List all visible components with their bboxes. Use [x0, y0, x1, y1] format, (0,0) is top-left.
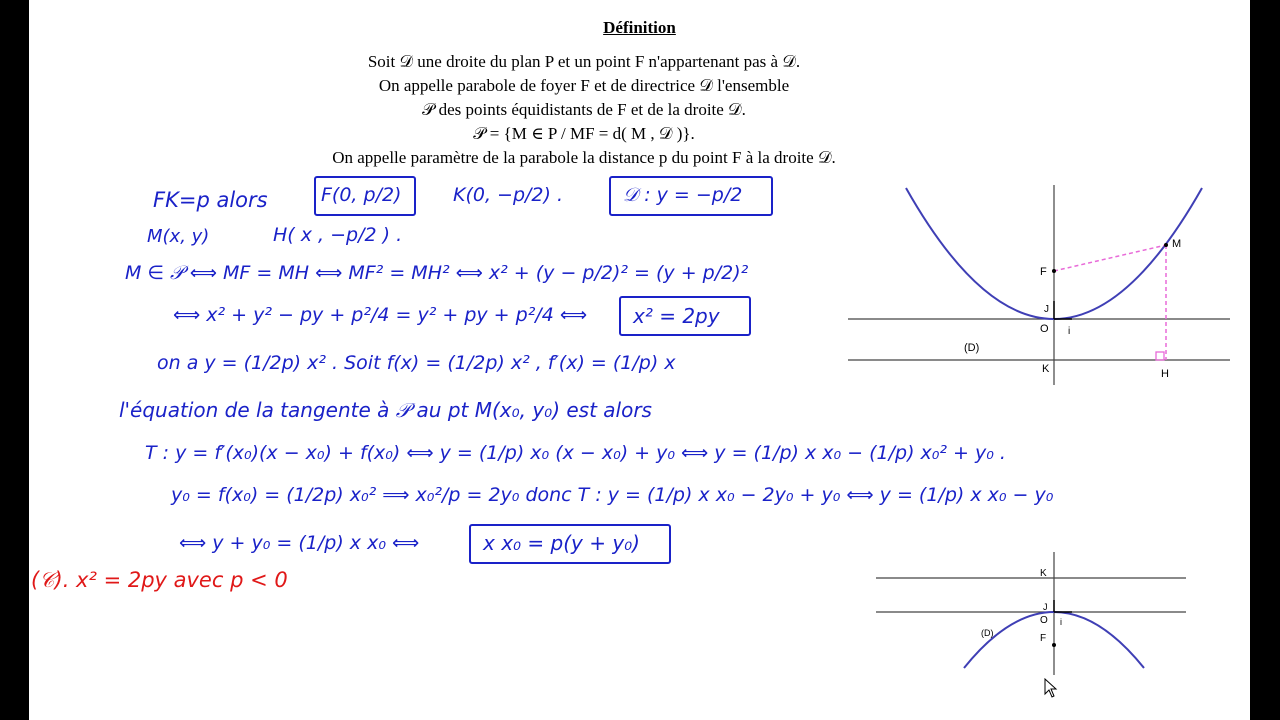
definition-line-5: On appelle paramètre de la parabole la distance p du point F à la droite 𝒟. [332, 148, 836, 167]
definition-line-2: On appelle parabole de foyer F et de directrice 𝒟 l'ensemble [378, 76, 790, 95]
page-title: Définition [603, 18, 676, 37]
definition-line-4: 𝒫 = {M ∈ P / MF = d( M , 𝒟 )}. [473, 124, 695, 143]
fig1-label-k: K [1042, 363, 1050, 375]
note-parabola-equation: x² = 2py [633, 304, 720, 328]
fig1-right-angle [1156, 352, 1164, 360]
note-tangent-simplify: y₀ = f(x₀) = (1/2p) x₀² ⟹ x₀²/p = 2y₀ donc T : y = (1/p) x x₀ − 2y₀ + y₀ ⟺ y = (1/p) x x₀ − y₀ [171, 484, 1054, 506]
fig1-label-d: (D) [964, 342, 980, 354]
fig1-label-i: i [1068, 326, 1071, 337]
note-equivalence: M ∈ 𝒫 ⟺ MF = MH ⟺ MF² = MH² ⟺ x² + (y − p/2)² = (y + p/2)² [125, 262, 749, 284]
note-m-point: M(x, y) [147, 226, 210, 247]
fig2-label-f: F [1040, 633, 1047, 644]
document-page [29, 0, 1250, 720]
fig1-point-f [1052, 269, 1056, 273]
fig1-label-h: H [1161, 368, 1169, 380]
note-fk-alors: FK=p alors [153, 188, 268, 212]
definition-line-1: Soit 𝒟 une droite du plan P et un point F n'appartenant pas à 𝒟. [367, 52, 801, 71]
fig2-label-i: i [1060, 617, 1062, 627]
mouse-cursor-icon [1044, 678, 1058, 698]
note-tangent-intro: l'équation de la tangente à 𝒫 au pt M(x₀, y₀) est alors [119, 398, 652, 422]
fig1-dashed-mf [1054, 245, 1166, 271]
note-focus: F(0, p/2) [321, 184, 402, 206]
definition-line-3: 𝒫 des points équidistants de F et de la droite 𝒟. [422, 100, 746, 119]
fig1-label-j: J [1044, 304, 1049, 315]
fig2-label-d: (D) [981, 628, 994, 638]
note-function: on a y = (1/2p) x² . Soit f(x) = (1/2p) x² , f′(x) = (1/p) x [157, 352, 676, 374]
note-tangent-equation: T : y = f′(x₀)(x − x₀) + f(x₀) ⟺ y = (1/p) x₀ (x − x₀) + y₀ ⟺ y = (1/p) x x₀ − (1/p) x₀² + y₀ . [145, 442, 1006, 464]
note-h-point: H( x , −p/2 ) . [273, 224, 403, 246]
fig1-label-m: M [1172, 238, 1182, 250]
fig2-point-f [1052, 643, 1056, 647]
fig1-label-f: F [1040, 266, 1047, 278]
figure-parabola-down [874, 550, 1194, 680]
fig2-label-j: J [1043, 602, 1048, 612]
fig2-label-o: O [1040, 615, 1048, 626]
fig2-label-k: K [1040, 568, 1047, 579]
note-red-case: (𝒞). x² = 2py avec p < 0 [31, 568, 288, 592]
fig1-label-o: O [1040, 323, 1049, 335]
figure-parabola-up [844, 180, 1234, 390]
note-tangent-result: x x₀ = p(y + y₀) [483, 531, 640, 555]
note-expansion: ⟺ x² + y² − py + p²/4 = y² + py + p²/4 ⟺ [173, 304, 588, 326]
fig1-point-m [1164, 243, 1168, 247]
note-tangent-final: ⟺ y + y₀ = (1/p) x x₀ ⟺ [179, 532, 420, 554]
note-k-point: K(0, −p/2) . [453, 184, 564, 206]
note-directrix: 𝒟 : y = −p/2 [623, 184, 743, 206]
